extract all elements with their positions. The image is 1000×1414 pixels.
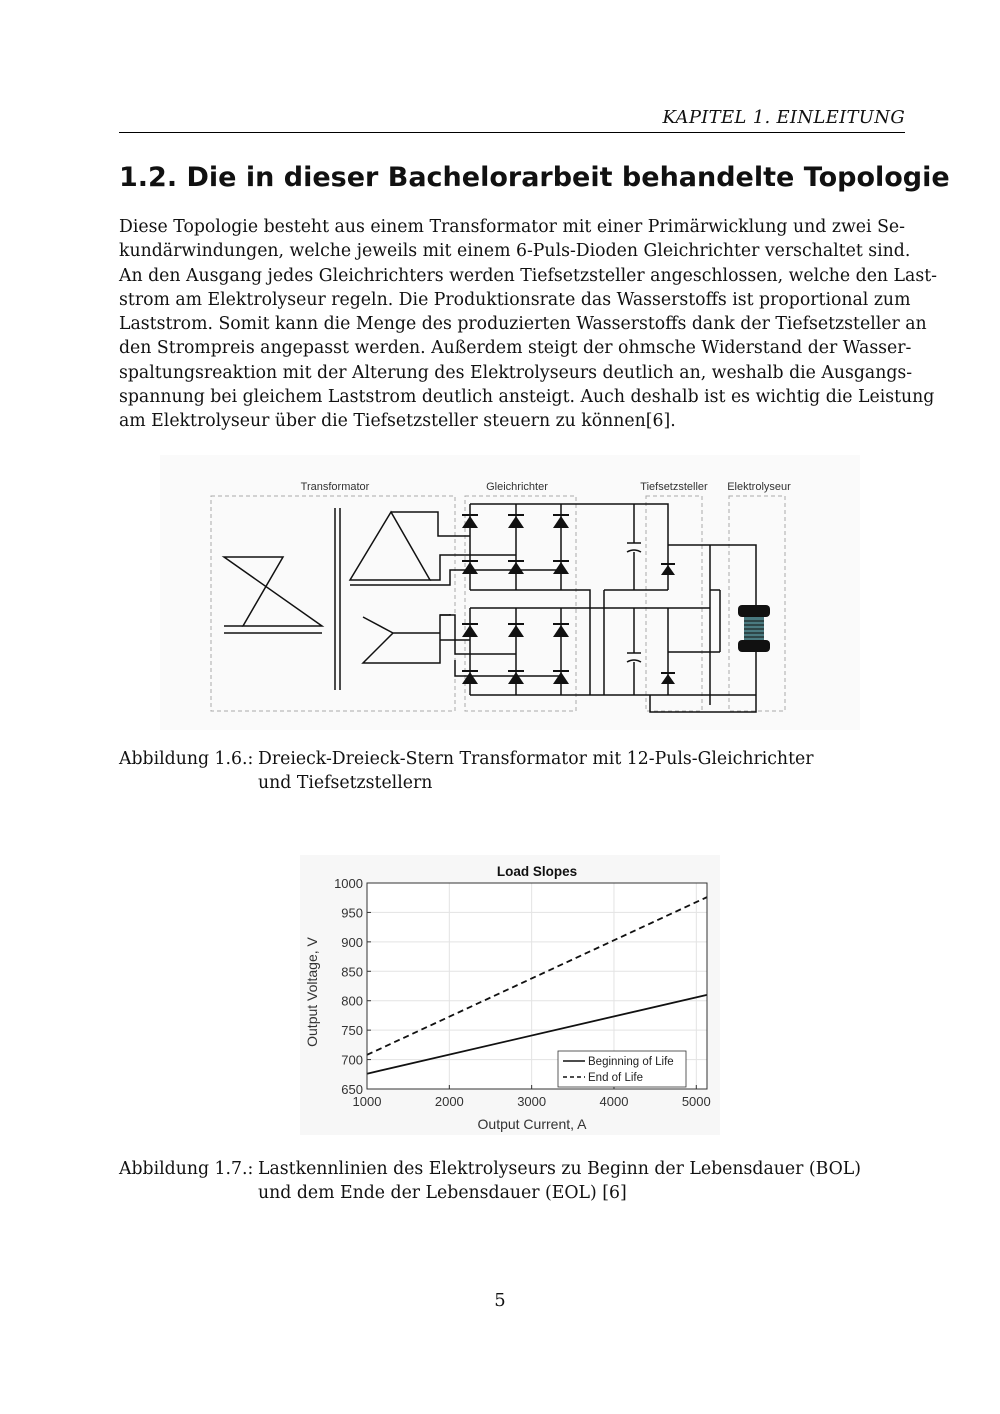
legend [558, 1051, 686, 1087]
caption-text: und Tiefsetzstellern [258, 773, 433, 794]
caption-text: Lastkennlinien des Elektrolyseurs zu Beginn der Lebensdauer (BOL) [258, 1159, 862, 1179]
x-tick-label: 1000 [352, 1094, 382, 1109]
buck-label: Tiefsetzsteller [640, 481, 708, 493]
paragraph-line: am Elektrolyseur über die Tiefsetzsteller steuern zu können[6]. [119, 411, 676, 432]
rectifier-label: Gleichrichter [486, 481, 548, 493]
x-axis-label: Output Current, A [477, 1116, 587, 1132]
y-tick-label: 700 [341, 1052, 363, 1068]
y-tick-label: 900 [341, 934, 363, 950]
figure-1-7-caption [119, 1157, 861, 1206]
paragraph-line: spaltungsreaktion mit der Alterung des Elektrolyseurs deutlich an, weshalb die Ausgangs- [119, 362, 913, 383]
y-tick-label: 750 [341, 1023, 363, 1039]
caption-text: und dem Ende der Lebensdauer (EOL) [6] [258, 1183, 627, 1204]
x-tick-label: 3000 [517, 1094, 547, 1109]
paragraph-line: kundärwindungen, welche jeweils mit einem 6-Puls-Dioden Gleichrichter verschaltet sind. [119, 241, 911, 262]
x-tick-label: 5000 [681, 1094, 711, 1109]
caption-label: Abbildung 1.6.: [119, 749, 254, 769]
chart-title: Load Slopes [496, 864, 578, 879]
y-tick-label: 800 [341, 993, 363, 1009]
paragraph-line: Diese Topologie besteht aus einem Transformator mit einer Primärwicklung und zwei Se- [119, 217, 905, 237]
y-tick-label: 850 [341, 964, 363, 980]
electrolyser-label: Elektrolyseur [727, 481, 791, 493]
running-head: KAPITEL 1. EINLEITUNG [662, 107, 905, 128]
page-number: 5 [494, 1290, 506, 1311]
paragraph-line: spannung bei gleichem Laststrom deutlich ansteigt. Auch deshalb ist es wichtig die Leistung [119, 387, 935, 408]
transformer-label: Transformator [300, 481, 370, 493]
paragraph-line: Laststrom. Somit kann die Menge des produzierten Wasserstoffs dank der Tiefsetzsteller an [119, 314, 927, 335]
x-tick-label: 2000 [434, 1094, 464, 1109]
legend-label-eol: End of Life [588, 1072, 643, 1084]
y-tick-label: 1000 [334, 876, 363, 891]
caption-text: Dreieck-Dreieck-Stern Transformator mit 12-Puls-Gleichrichter [258, 749, 814, 769]
legend-label-bol: Beginning of Life [588, 1056, 674, 1068]
y-axis-label: Output Voltage, V [304, 937, 320, 1047]
paragraph-line: An den Ausgang jedes Gleichrichters werden Tiefsetzsteller angeschlossen, welche den Last- [119, 265, 937, 286]
y-tick-label: 650 [341, 1082, 363, 1097]
paragraph-line: strom am Elektrolyseur regeln. Die Produktionsrate das Wasserstoffs ist proportional zum [119, 289, 911, 310]
section-title: 1.2. Die in dieser Bachelorarbeit behandelte Topologie [119, 162, 950, 193]
x-tick-label: 4000 [599, 1094, 629, 1109]
caption-label: Abbildung 1.7.: [119, 1159, 254, 1179]
y-tick-label: 950 [341, 905, 363, 921]
paragraph-line: den Strompreis angepasst werden. Außerdem steigt der ohmsche Widerstand der Wasser- [119, 338, 912, 359]
